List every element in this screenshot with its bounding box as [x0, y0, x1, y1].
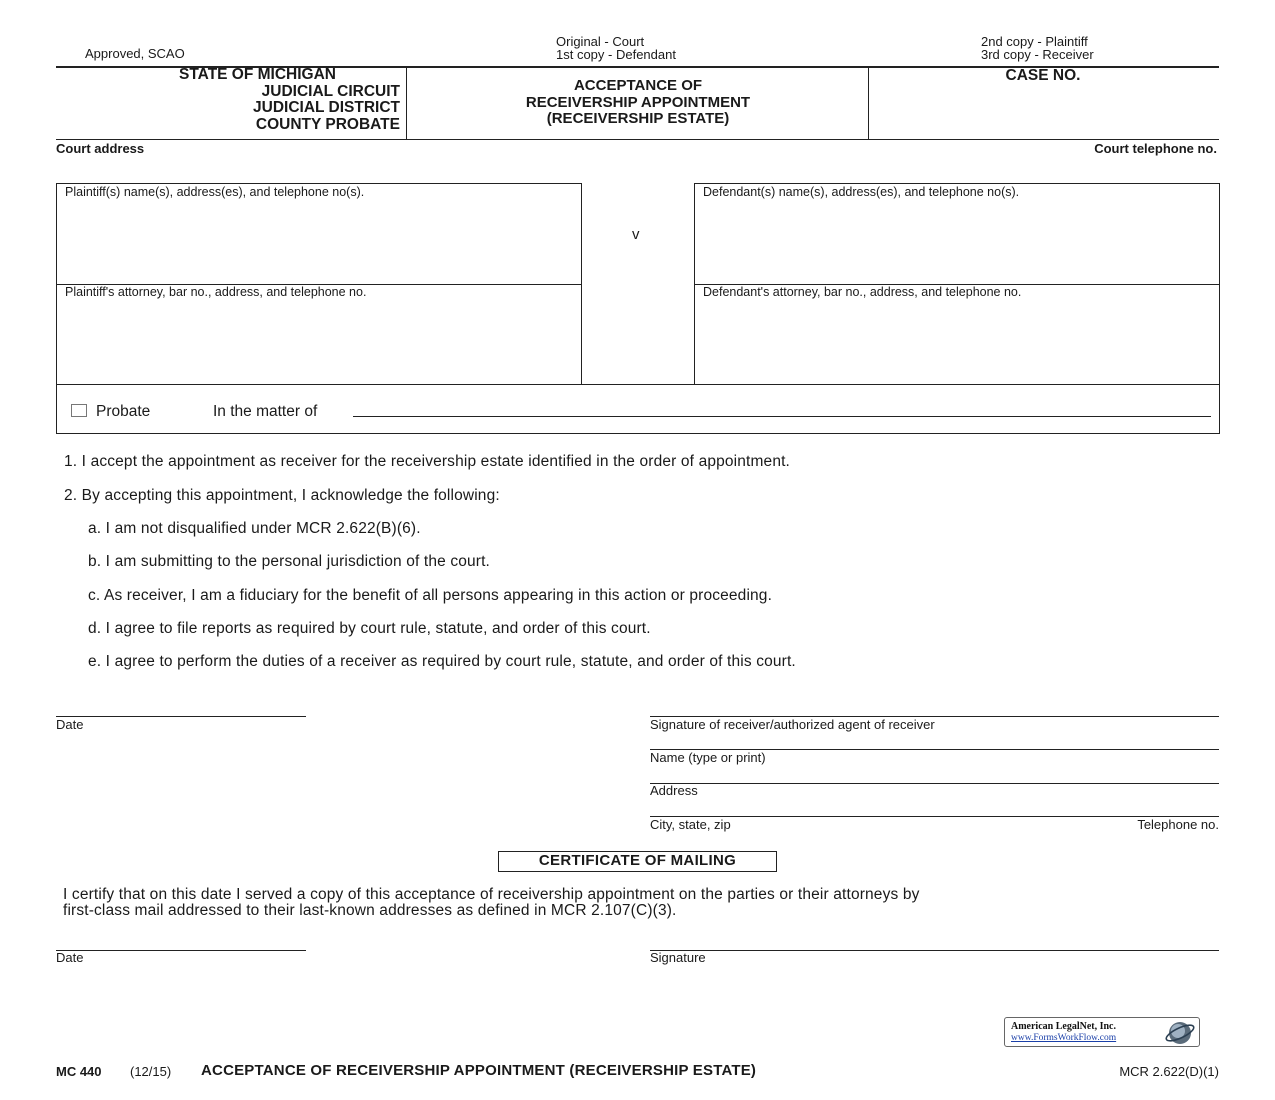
address-label: Address — [650, 783, 698, 798]
court-county: COUNTY PROBATE — [255, 116, 400, 134]
form-title-line2: RECEIVERSHIP APPOINTMENT — [525, 93, 751, 111]
court-telephone-label: Court telephone no. — [1094, 141, 1217, 156]
american-legalnet-logo[interactable] — [1004, 1017, 1200, 1047]
form-title-line3: (RECEIVERSHIP ESTATE) — [546, 110, 730, 128]
defendant-label: Defendant(s) name(s), address(es), and telephone no(s). — [703, 185, 1020, 199]
item-2: 2. By accepting this appointment, I acknowledge the following: — [64, 487, 500, 504]
telephone-input[interactable] — [1100, 799, 1221, 817]
copy-second: 2nd copy - Plaintiff — [981, 34, 1088, 49]
certificate-line-2: first-class mail addressed to their last-known addresses as defined in MCR 2.107(C)(3). — [63, 902, 677, 919]
approved-label: Approved, SCAO — [85, 46, 185, 61]
item-2c: c. As receiver, I am a fiduciary for the benefit of all persons appearing in this action or proceeding. — [88, 587, 773, 604]
versus-label: v — [632, 226, 640, 243]
item-1: 1. I accept the appointment as receiver for the receivership estate identified in the order of appointment. — [64, 453, 791, 470]
parties-bottom-rule — [57, 384, 1219, 385]
globe-icon — [1163, 1019, 1197, 1046]
logo-company: American LegalNet, Inc. — [1011, 1021, 1116, 1032]
gap-mask — [582, 182, 694, 185]
item-2a: a. I am not disqualified under MCR 2.622(B)(6). — [88, 520, 421, 537]
logo-url[interactable]: www.FormsWorkFlow.com — [1011, 1033, 1117, 1043]
signature-label: Signature of receiver/authorized agent of receiver — [650, 717, 935, 732]
name-input[interactable] — [652, 732, 1221, 750]
cert-date-input[interactable] — [58, 933, 308, 951]
probate-label: Probate — [96, 403, 151, 420]
court-district: JUDICIAL DISTRICT — [253, 99, 400, 117]
probate-checkbox[interactable] — [71, 404, 87, 417]
header-divider-right — [868, 67, 869, 139]
in-the-matter-input[interactable] — [356, 398, 1212, 417]
form-revision: (12/15) — [130, 1064, 172, 1079]
footer-title: ACCEPTANCE OF RECEIVERSHIP APPOINTMENT (RECEIVERSHIP ESTATE) — [201, 1062, 757, 1079]
certificate-heading: CERTIFICATE OF MAILING — [498, 851, 777, 872]
court-address-label: Court address — [56, 141, 145, 156]
case-no-input[interactable] — [880, 90, 1212, 132]
header-bottom-rule — [56, 139, 1219, 140]
plaintiff-attorney-label: Plaintiff's attorney, bar no., address, and telephone no. — [65, 285, 367, 299]
item-2b: b. I am submitting to the personal jurisdiction of the court. — [88, 553, 491, 570]
cert-date-label: Date — [56, 950, 84, 965]
date-input[interactable] — [58, 699, 308, 717]
telephone-label: Telephone no. — [1137, 817, 1219, 832]
plaintiff-field[interactable] — [64, 203, 578, 283]
city-label: City, state, zip — [650, 817, 731, 832]
cert-signature-input[interactable] — [652, 933, 1221, 951]
cert-signature-label: Signature — [650, 950, 706, 965]
copy-first: 1st copy - Defendant — [556, 47, 676, 62]
date-label: Date — [56, 717, 84, 732]
in-the-matter-label: In the matter of — [213, 403, 318, 420]
certificate-line-1: I certify that on this date I served a copy of this acceptance of receivership appointment on the parties or their attorneys by — [63, 886, 920, 903]
certificate-text — [63, 887, 920, 919]
header-divider-left — [406, 67, 407, 139]
court-state: STATE OF MICHIGAN — [179, 66, 336, 83]
copy-original: Original - Court — [556, 34, 645, 49]
case-no-label: CASE NO. — [1005, 67, 1081, 84]
address-input[interactable] — [652, 766, 1221, 784]
court-block — [60, 67, 400, 134]
item-2e: e. I agree to perform the duties of a receiver as required by court rule, statute, and order of this court. — [88, 653, 796, 670]
court-rule-reference: MCR 2.622(D)(1) — [1119, 1064, 1219, 1079]
court-circuit: JUDICIAL CIRCUIT — [261, 82, 400, 100]
plaintiff-label: Plaintiff(s) name(s), address(es), and telephone no(s). — [65, 185, 365, 199]
form-title-block — [408, 78, 868, 128]
signature-input[interactable] — [652, 699, 1221, 717]
plaintiff-box-right — [581, 184, 582, 384]
defendant-attorney-field[interactable] — [702, 303, 1216, 383]
city-input[interactable] — [652, 799, 1096, 817]
form-number: MC 440 — [56, 1064, 102, 1079]
plaintiff-attorney-field[interactable] — [64, 303, 578, 383]
name-label: Name (type or print) — [650, 750, 766, 765]
item-2d: d. I agree to file reports as required by court rule, statute, and order of this court. — [88, 620, 651, 637]
form-title-line1: ACCEPTANCE OF — [573, 77, 703, 94]
defendant-field[interactable] — [702, 203, 1216, 283]
copy-third: 3rd copy - Receiver — [981, 47, 1094, 62]
defendant-attorney-label: Defendant's attorney, bar no., address, and telephone no. — [703, 285, 1022, 299]
